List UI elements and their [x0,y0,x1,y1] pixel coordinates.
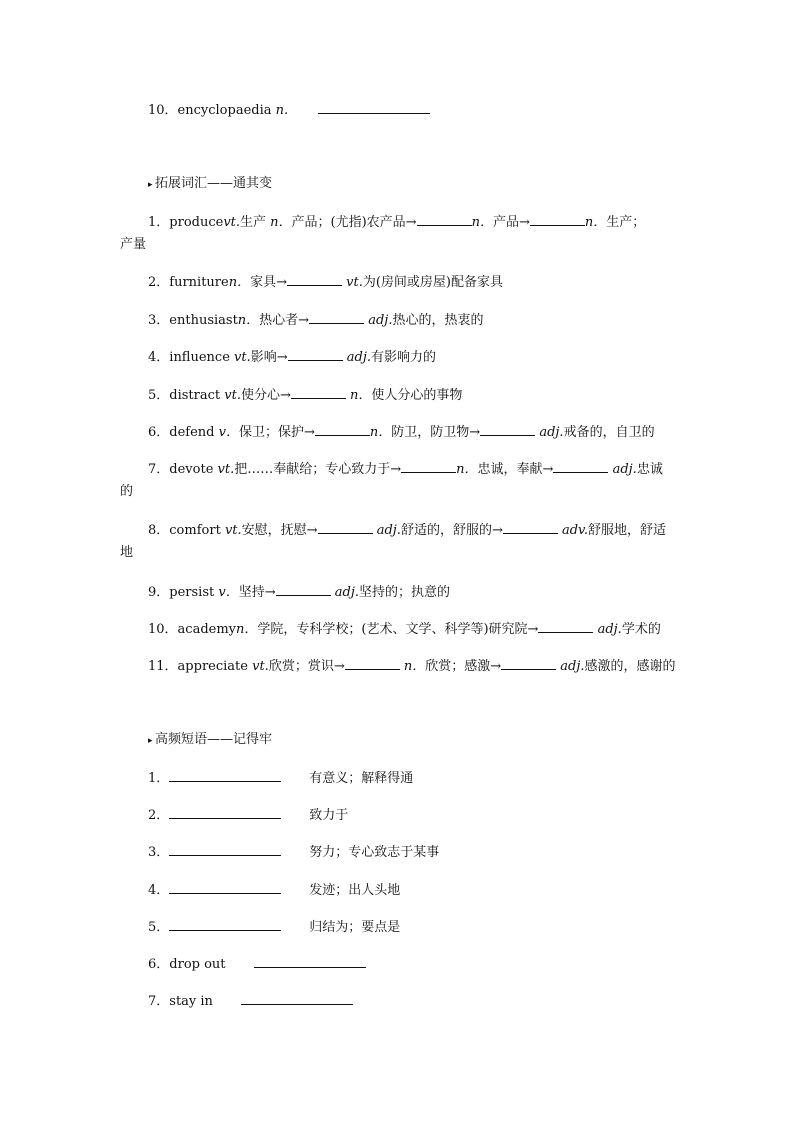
phrase-item-7 [148,991,353,1011]
word: influence [169,350,230,365]
meaning: 为(房间或房屋)配备家具 [362,275,503,290]
phrase-meaning: 努力；专心致志于某事 [309,845,440,860]
phrase-meaning: 归结为；要点是 [309,920,401,935]
expand-item-7 [148,459,663,479]
answer-blank[interactable] [309,310,364,324]
item-number: 2． [148,808,170,823]
part-of-speech: n． [403,659,426,674]
vocab-item-10 [148,100,430,120]
phrase-meaning: 有意义；解释得通 [309,771,414,786]
meaning: 生产 [240,215,271,230]
phrase-english: drop out [169,957,226,972]
triangle-bullet-icon: ▸ [148,736,153,746]
phrase-meaning: 发迹；出人头地 [309,883,401,898]
item-number: 1． [148,215,170,230]
section-title: 拓展词汇——通其变 [155,176,273,191]
phrase-item-3 [148,842,439,862]
meaning: 舒服地，舒适 [588,523,667,538]
item-number: 6． [148,957,170,972]
expand-item-6 [148,422,655,442]
word: enthusiast [169,313,238,328]
answer-blank[interactable] [169,880,281,894]
meaning: 影响→ [250,350,288,365]
word: appreciate [177,659,248,674]
answer-blank[interactable] [288,347,343,361]
answer-blank[interactable] [276,582,331,596]
meaning: 使人分心的事物 [371,388,463,403]
answer-blank[interactable] [169,805,281,819]
meaning: 坚持→ [238,585,276,600]
meaning: 产品；(尤指)农产品→ [291,215,417,230]
meaning: 欣赏；感激→ [425,659,502,674]
item-number: 4． [148,883,170,898]
answer-blank[interactable] [241,991,353,1005]
answer-blank[interactable] [169,917,281,931]
part-of-speech: adj. [597,622,622,637]
section-title: 高频短语——记得牢 [155,732,273,747]
part-of-speech: vt. [346,275,363,290]
part-of-speech: n． [456,462,478,477]
expand-item-3 [148,310,483,330]
answer-blank[interactable] [480,422,535,436]
item-number: 7． [148,994,170,1009]
answer-blank[interactable] [169,842,281,856]
answer-blank[interactable] [318,520,373,534]
part-of-speech: v． [218,585,239,600]
item-number: 7． [148,462,170,477]
meaning: 家具→ [250,275,287,290]
item-number: 10． [148,622,178,637]
answer-blank[interactable] [318,100,430,114]
word: encyclopaedia [177,103,272,118]
part-of-speech: n． [471,215,493,230]
section-header-expand [148,175,272,194]
meaning: 防卫，防卫物→ [391,425,481,440]
expand-item-8-continued: 地 [120,545,134,560]
phrase-item-6 [148,954,366,974]
word: devote [169,462,214,477]
triangle-bullet-icon: ▸ [148,180,153,190]
expand-item-11 [148,656,676,676]
answer-blank[interactable] [254,954,366,968]
answer-blank[interactable] [530,212,585,226]
answer-blank[interactable] [287,272,342,286]
meaning: 保卫；保护→ [239,425,315,440]
answer-blank[interactable] [538,619,593,633]
meaning: 产品→ [492,215,530,230]
meaning: 忠诚 [636,462,663,477]
part-of-speech: v． [218,425,239,440]
part-of-speech: adj. [612,462,637,477]
meaning: 有影响力的 [371,350,437,365]
part-of-speech: n． [236,622,258,637]
part-of-speech: adj. [376,523,401,538]
item-number: 1． [148,771,170,786]
item-number: 5． [148,920,170,935]
phrase-item-4 [148,880,400,900]
part-of-speech: vt. [224,523,242,538]
meaning: 忠诚，奉献→ [477,462,554,477]
expand-item-2 [148,272,503,292]
answer-blank[interactable] [345,656,400,670]
word: academy [177,622,237,637]
item-number: 6． [148,425,170,440]
meaning: 坚持的；执意的 [359,585,451,600]
item-number: 4． [148,350,170,365]
answer-blank[interactable] [501,656,556,670]
part-of-speech: n． [350,388,372,403]
part-of-speech: n． [369,425,392,440]
part-of-speech: adj. [560,659,585,674]
item-number: 2． [148,275,170,290]
part-of-speech: n． [584,215,607,230]
expand-item-9 [148,582,450,602]
meaning: 舒适的，舒服的→ [400,523,503,538]
meaning: 学术的 [621,622,661,637]
answer-blank[interactable] [401,459,456,473]
part-of-speech: vt. [223,215,241,230]
word: distract [169,388,221,403]
part-of-speech: n． [237,313,260,328]
item-number: 3． [148,845,170,860]
meaning: 生产； [606,215,646,230]
meaning: 学院，专科学校；(艺术、文学、科学等)研究院→ [257,622,539,637]
expand-item-10 [148,619,661,639]
answer-blank[interactable] [417,212,472,226]
phrase-meaning: 致力于 [309,808,349,823]
word: defend [169,425,215,440]
meaning: 热心者→ [259,313,310,328]
part-of-speech: vt. [252,659,269,674]
answer-blank[interactable] [503,520,558,534]
word: comfort [169,523,221,538]
item-number: 10． [148,103,178,118]
word: persist [169,585,215,600]
phrase-english: stay in [169,994,213,1009]
meaning: 戒备的，自卫的 [563,425,655,440]
meaning: 热心的，热衷的 [392,313,484,328]
meaning: 把……奉献给；专心致力于→ [234,462,402,477]
part-of-speech: adj. [539,425,564,440]
answer-blank[interactable] [169,768,281,782]
phrase-item-2 [148,805,348,825]
expand-item-8 [148,520,666,540]
meaning: 感激的，感谢的 [584,659,676,674]
meaning: 使分心→ [240,388,291,403]
expand-item-4 [148,347,436,367]
part-of-speech: n． [270,215,292,230]
phrase-item-5 [148,917,400,937]
meaning: 欣赏；赏识→ [268,659,345,674]
section-header-phrases [148,731,272,750]
expand-item-5 [148,385,462,405]
word: furniture [169,275,229,290]
item-number: 3． [148,313,170,328]
phrase-item-1 [148,768,413,788]
part-of-speech: n. [275,103,289,118]
part-of-speech: adj. [368,313,393,328]
answer-blank[interactable] [553,459,608,473]
answer-blank[interactable] [291,385,346,399]
word: produce [169,215,224,230]
answer-blank[interactable] [315,422,370,436]
part-of-speech: vt. [217,462,235,477]
part-of-speech: adj. [334,585,360,600]
item-number: 9． [148,585,170,600]
expand-item-7-continued: 的 [120,484,134,499]
item-number: 8． [148,523,170,538]
part-of-speech: vt. [224,388,241,403]
expand-item-1-continued: 产量 [120,237,147,252]
part-of-speech: n． [228,275,251,290]
expand-item-1 [148,212,645,232]
part-of-speech: vt. [234,350,251,365]
item-number: 5． [148,388,170,403]
item-number: 11． [148,659,178,674]
part-of-speech: adj. [346,350,372,365]
meaning: 安慰，抚慰→ [241,523,318,538]
part-of-speech: adv. [561,523,588,538]
